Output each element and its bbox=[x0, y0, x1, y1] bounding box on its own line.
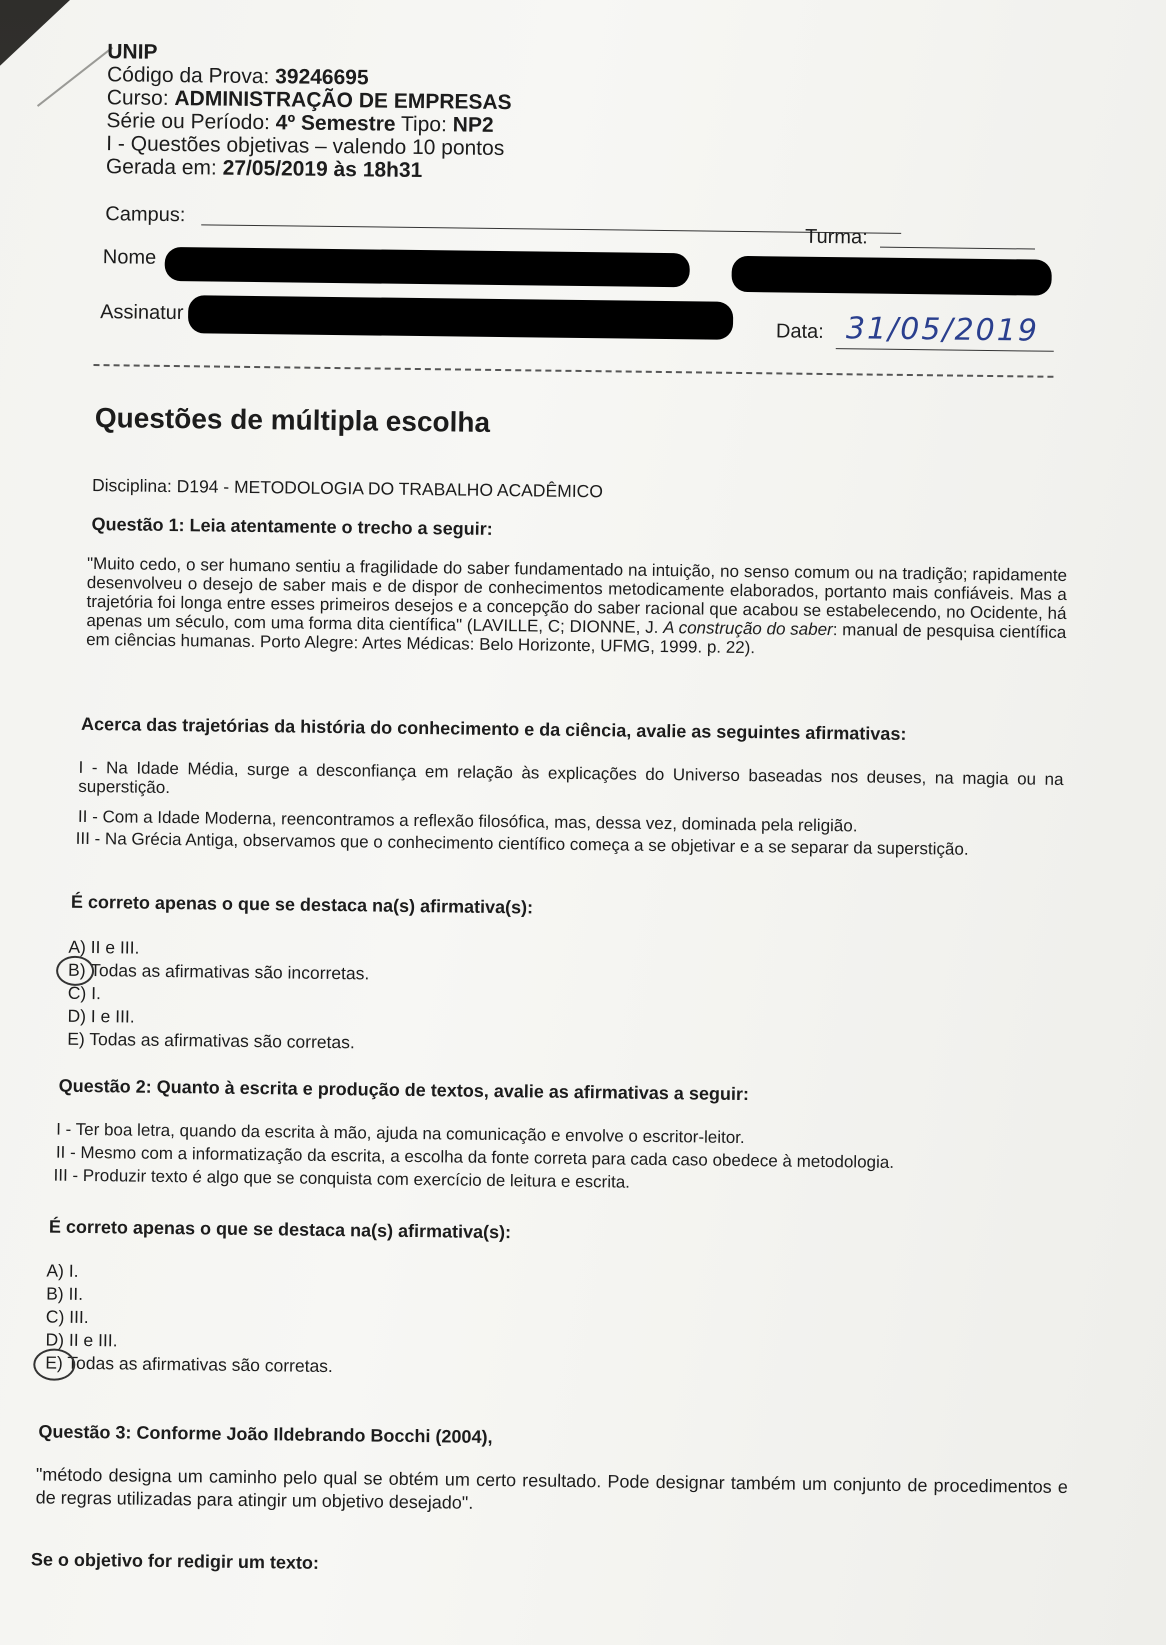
q1-options bbox=[67, 936, 370, 1055]
serie-value: 4º Semestre bbox=[275, 111, 396, 136]
campus-field[interactable] bbox=[201, 224, 901, 234]
q1-quote-text: "Muito cedo, o ser humano sentiu a fragilidade do saber fundamentado na intuição, no senso comum ou na tradição; rapidamente desenvolveu o desejo de saber mais e de dispor de conhecimentos metodicamente elaborados, portanto mais confiáveis. Mas a trajetória foi longa entre esses primeiros desejos e a concepção do saber racional que acabou se estabelecendo, no Ocidente, há apenas um século, com uma forma dita científica" (LAVILLE, C; DIONNE, J. bbox=[86, 553, 1068, 638]
handwritten-date: 31/05/2019 bbox=[845, 311, 1040, 349]
q1-option-e[interactable]: E) Todas as afirmativas são corretas. bbox=[67, 1028, 355, 1053]
q1-quote bbox=[86, 554, 1067, 661]
turma-label: Turma: bbox=[804, 225, 868, 249]
q2-option-e[interactable]: E) Todas as afirmativas são corretas. bbox=[45, 1352, 333, 1377]
q2-ask: É correto apenas o que se destaca na(s) afirmativa(s): bbox=[48, 1216, 512, 1243]
q1-item-3: III - Na Grécia Antiga, observamos que o conhecimento científico começa a se objetivar e a se separar da superstição. bbox=[75, 828, 969, 859]
q2-option-c[interactable]: C) III. bbox=[45, 1306, 89, 1328]
redaction-bar-ra bbox=[731, 256, 1051, 296]
objetivas-line: I - Questões objetivas – valendo 10 pontos bbox=[106, 132, 505, 161]
serie-label: Série ou Período: bbox=[106, 109, 271, 135]
data-label: Data: bbox=[775, 320, 824, 343]
nome-label: Nome bbox=[102, 246, 157, 269]
q1-quote-book: A construção do saber bbox=[663, 618, 833, 640]
q2-option-b[interactable]: B) II. bbox=[46, 1283, 84, 1304]
q1-option-b[interactable]: B) Todas as afirmativas são incorretas. bbox=[67, 959, 370, 984]
q2-item-1: I - Ter boa letra, quando da escrita à mão, ajuda na comunicação e envolve o escritor-leitor. bbox=[56, 1119, 745, 1148]
codigo-value: 39246695 bbox=[275, 65, 369, 90]
q1-title: Questão 1: Leia atentamente o trecho a seguir: bbox=[91, 514, 493, 539]
q1-item-2: II - Com a Idade Moderna, reencontramos a reflexão filosófica, mas, dessa vez, dominada pela religião. bbox=[77, 806, 858, 836]
q3-ask: Se o objetivo for redigir um texto: bbox=[30, 1549, 320, 1573]
tipo-label: Tipo: bbox=[400, 112, 448, 137]
q2-option-d[interactable]: D) II e III. bbox=[45, 1329, 118, 1351]
gerada-label: Gerada em: bbox=[105, 155, 217, 180]
q3-title: Questão 3: Conforme João Ildebrando Bocchi (2004), bbox=[38, 1421, 493, 1448]
institution-name: UNIP bbox=[107, 40, 158, 64]
gerada-value: 27/05/2019 às 18h31 bbox=[222, 156, 423, 183]
campus-row bbox=[105, 203, 1035, 249]
data-field[interactable] bbox=[836, 348, 1054, 352]
tipo-value: NP2 bbox=[452, 113, 494, 137]
q1-answer-circle bbox=[56, 956, 94, 986]
q2-options bbox=[45, 1260, 334, 1379]
q2-title: Questão 2: Quanto à escrita e produção de textos, avalie as afirmativas a seguir: bbox=[58, 1075, 750, 1105]
codigo-label: Código da Prova: bbox=[106, 63, 270, 89]
q1-ask: É correto apenas o que se destaca na(s) afirmativa(s): bbox=[70, 891, 534, 918]
turma-field[interactable] bbox=[880, 247, 1035, 250]
q1-item-1: I - Na Idade Média, surge a desconfiança em relação às explicações do Universo baseadas nos deuses, na magia ou na superstição. bbox=[78, 757, 1064, 798]
q1-prompt: Acerca das trajetórias da história do conhecimento e da ciência, avalie as seguintes afirmativas: bbox=[80, 713, 907, 745]
q1-quote-ref: : manual de pesquisa científica em ciências humanas. Porto Alegre: Artes Médicas: Belo Horizonte, UFMG, 1999. p. 22). bbox=[86, 620, 1067, 658]
curso-value: ADMINISTRAÇÃO DE EMPRESAS bbox=[174, 87, 512, 115]
q3-quote: "método designa um caminho pelo qual se obtém um certo resultado. Pode designar também um conjunto de procedimentos e de regras utilizadas para atingir um objetivo desejado". bbox=[35, 1464, 1068, 1513]
campus-label: Campus: bbox=[105, 203, 186, 227]
curso-label: Curso: bbox=[106, 86, 169, 110]
q2-answer-circle bbox=[33, 1348, 75, 1381]
redaction-bar-name bbox=[165, 247, 690, 287]
assinatura-label: Assinatur bbox=[100, 301, 184, 325]
q1-option-c[interactable]: C) I. bbox=[67, 982, 102, 1004]
redaction-bar-signature bbox=[188, 295, 733, 340]
q2-option-a[interactable]: A) I. bbox=[46, 1260, 79, 1281]
q2-item-2: II - Mesmo com a informatização da escrita, a escolha da fonte correta para cada caso obedece à metodologia. bbox=[55, 1142, 895, 1172]
disciplina: Disciplina: D194 - METODOLOGIA DO TRABALHO ACADÊMICO bbox=[91, 475, 604, 502]
cut-line-divider bbox=[93, 364, 1053, 378]
section-title: Questões de múltipla escolha bbox=[94, 402, 491, 438]
q1-option-d[interactable]: D) I e III. bbox=[67, 1005, 135, 1027]
exam-header bbox=[106, 40, 708, 185]
q1-option-a[interactable]: A) II e III. bbox=[68, 936, 140, 958]
q2-item-3: III - Produzir texto é algo que se conquista com exercício de leitura e escrita. bbox=[53, 1165, 631, 1192]
